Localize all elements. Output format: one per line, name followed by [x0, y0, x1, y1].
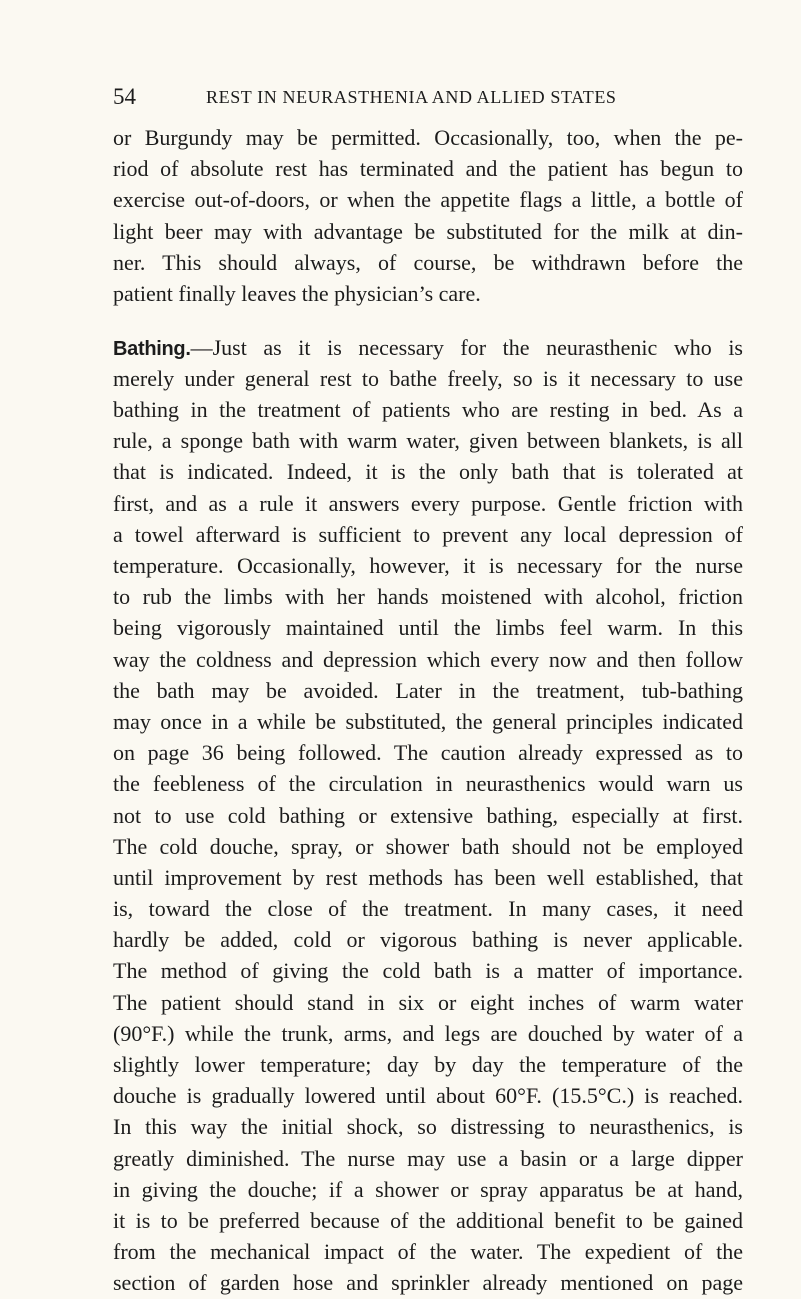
text-line: a towel afterward is sufficient to prevent any local depression of: [113, 521, 743, 547]
text-line: the feebleness of the circulation in neurasthenics would warn us: [113, 771, 743, 797]
section-heading: Bathing.: [113, 337, 191, 360]
page-number: 54: [113, 84, 136, 109]
text-line: douche is gradually lowered until about 60°F. (15.5°C.) is reached.: [113, 1083, 743, 1109]
text-line: it is to be preferred because of the additional benefit to be gained: [113, 1207, 743, 1233]
text-line: the bath may be avoided. Later in the treatment, tub-bathing: [113, 677, 743, 703]
text-line-content: —Just as it is necessary for the neurasthenic who is: [190, 334, 743, 360]
text-line: [113, 332, 743, 363]
body-text: [113, 122, 743, 1299]
text-line: greatly diminished. The nurse may use a basin or a large dipper: [113, 1145, 743, 1171]
running-title: REST IN NEURASTHENIA AND ALLIED STATES: [206, 87, 617, 107]
text-line: in giving the douche; if a shower or spray apparatus be at hand,: [113, 1176, 743, 1202]
text-line: In this way the initial shock, so distressing to neurasthenics, is: [113, 1114, 743, 1140]
paragraph-gap: [113, 309, 743, 332]
text-line: rule, a sponge bath with warm water, given between blankets, is all: [113, 428, 743, 454]
text-line: way the coldness and depression which every now and then follow: [113, 646, 743, 672]
text-line: slightly lower temperature; day by day the temperature of the: [113, 1052, 743, 1078]
text-line: hardly be added, cold or vigorous bathing is never applicable.: [113, 927, 743, 953]
text-line: riod of absolute rest has terminated and the patient has begun to: [113, 156, 743, 182]
page-header: [113, 82, 640, 112]
text-line: (90°F.) while the trunk, arms, and legs are douched by water of a: [113, 1020, 743, 1046]
text-line: or Burgundy may be permitted. Occasionally, too, when the pe-: [113, 125, 743, 150]
text-line: that is indicated. Indeed, it is the only bath that is tolerated at: [113, 459, 743, 485]
text-line: not to use cold bathing or extensive bathing, especially at first.: [113, 802, 743, 828]
text-line: being vigorously maintained until the limbs feel warm. In this: [113, 615, 743, 641]
paragraph: [113, 122, 743, 309]
text-line: The patient should stand in six or eight inches of warm water: [113, 989, 743, 1015]
text-line: The method of giving the cold bath is a matter of importance.: [113, 958, 743, 984]
paragraph: [113, 332, 743, 1299]
text-line: is, toward the close of the treatment. In many cases, it need: [113, 896, 743, 922]
text-line: patient finally leaves the physician’s care.: [113, 280, 481, 306]
text-line: ner. This should always, of course, be withdrawn before the: [113, 249, 743, 275]
text-line: until improvement by rest methods has been well established, that: [113, 864, 743, 890]
text-line: exercise out-of-doors, or when the appetite flags a little, a bottle of: [113, 187, 743, 213]
text-line: merely under general rest to bathe freely, so is it necessary to use: [113, 365, 743, 391]
text-line: may once in a while be substituted, the general principles indicated: [113, 708, 743, 734]
text-line: light beer may with advantage be substituted for the milk at din-: [113, 218, 743, 244]
text-line: temperature. Occasionally, however, it is necessary for the nurse: [113, 553, 743, 579]
text-line: on page 36 being followed. The caution already expressed as to: [113, 740, 743, 766]
text-line: to rub the limbs with her hands moistened with alcohol, friction: [113, 584, 743, 610]
text-line: first, and as a rule it answers every purpose. Gentle friction with: [113, 490, 743, 516]
text-line: The cold douche, spray, or shower bath should not be employed: [113, 833, 743, 859]
text-line: from the mechanical impact of the water. The expedient of the: [113, 1239, 743, 1265]
text-line: section of garden hose and sprinkler already mentioned on page: [113, 1270, 743, 1296]
text-line: bathing in the treatment of patients who are resting in bed. As a: [113, 397, 743, 423]
